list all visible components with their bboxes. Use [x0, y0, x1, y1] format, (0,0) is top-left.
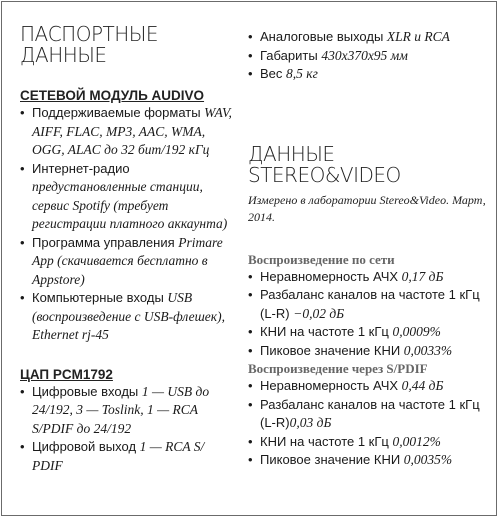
list-item — [20, 104, 234, 160]
measurement-label: Пиковое значение КНИ — [260, 342, 404, 358]
measurement-label: КНИ на частоте 1 кГц — [260, 433, 393, 449]
list-item — [248, 377, 494, 396]
right-column — [248, 2, 494, 470]
specs-title — [20, 24, 234, 66]
section-heading-dac: ЦАП PCM1792 — [20, 366, 113, 382]
list-item — [248, 451, 494, 470]
spec-value: USB (воспроизведение с USB-флешек), Ethernet rj-45 — [32, 290, 225, 342]
spec-value: предустановленные станции, сервис Spotify (требует регистрации платного аккаунта) — [32, 179, 228, 231]
spec-value: 430x370x95 мм — [321, 47, 408, 63]
spdif-playback-measurements — [248, 377, 494, 470]
network-playback-measurements — [248, 268, 494, 361]
spec-value: WAV, AIFF, FLAC, MP3, AAC, WMA, OGG, ALAC до 32 бит/192 кГц — [32, 105, 232, 157]
spec-value: 1 — USB до 24/192, 3 — Toslink, 1 — RCA S/PDIF до 24/192 — [32, 383, 210, 436]
lab-data-title-line2: STEREO&VIDEO — [248, 162, 401, 187]
spec-label: Программа управления — [32, 234, 179, 250]
spec-value: 8,5 кг — [286, 66, 318, 81]
specs-title-line1: ПАСПОРТНЫЕ — [20, 22, 159, 46]
list-item — [20, 438, 234, 475]
measurement-label: Разбаланс каналов на частоте 1 кГц (L-R) — [260, 287, 480, 321]
list-item — [20, 234, 234, 290]
spec-label: Компьютерные входы — [32, 290, 168, 305]
page-frame — [1, 1, 497, 516]
measurement-value: −0,02 дБ — [293, 305, 345, 321]
measurement-value: 0,0009% — [392, 324, 441, 339]
specs-title-line2: ДАННЫЕ — [20, 43, 107, 67]
list-item — [248, 433, 494, 452]
measurement-value: 0,17 дБ — [401, 268, 444, 284]
list-item — [20, 160, 234, 234]
list-item — [248, 323, 494, 342]
spec-label: Цифровые входы — [32, 383, 142, 399]
network-playback-heading: Воспроизведение по сети — [248, 251, 395, 267]
spec-label: Габариты — [260, 47, 322, 63]
measurement-label: Неравномерность АЧХ — [260, 378, 402, 393]
spec-label: Аналоговые выходы — [260, 29, 387, 44]
measurement-value: 0,0012% — [392, 433, 441, 449]
list-item — [248, 28, 494, 47]
measurement-value: 0,0035% — [403, 452, 453, 467]
list-item — [248, 47, 494, 66]
network-module-specs — [20, 104, 234, 345]
list-item — [248, 286, 494, 323]
list-item — [248, 342, 494, 361]
measurement-value: 0,0033% — [403, 342, 453, 358]
list-item — [248, 396, 494, 433]
spec-value: 1 — RCA S/ PDIF — [32, 439, 205, 473]
spec-value: Primare App (скачивается бесплатно в Appstore) — [32, 234, 223, 287]
lab-data-title — [248, 141, 494, 187]
list-item — [20, 383, 234, 439]
general-specs — [248, 28, 494, 84]
spec-label: Поддерживаемые форматы — [32, 105, 205, 120]
spec-label: Цифровой выход — [32, 439, 140, 454]
dac-specs — [20, 383, 234, 476]
list-item — [248, 268, 494, 287]
measurement-label: Неравномерность АЧХ — [260, 268, 402, 284]
measurement-label: Пиковое значение КНИ — [260, 452, 404, 467]
lab-data-title-line1: ДАННЫЕ — [248, 141, 335, 166]
spec-value: XLR и RCA — [386, 29, 450, 44]
measurement-label: КНИ на частоте 1 кГц — [260, 324, 393, 339]
spdif-playback-heading: Воспроизведение через S/PDIF — [248, 361, 428, 376]
measurement-value: 0,03 дБ — [289, 415, 332, 430]
list-item — [248, 65, 494, 84]
measurement-value: 0,44 дБ — [401, 378, 444, 393]
measurement-label: Разбаланс каналов на частоте 1 кГц (L-R) — [260, 396, 480, 430]
list-item — [20, 289, 234, 345]
left-column — [20, 2, 234, 475]
lab-note: Измерено в лаборатории Stereo&Video. Март, 2014. — [248, 192, 486, 224]
section-heading-network-module: СЕТЕВОЙ МОДУЛЬ AUDIVO — [20, 88, 205, 103]
spec-label: Интернет-радио — [32, 160, 130, 176]
spec-label: Вес — [260, 66, 287, 81]
